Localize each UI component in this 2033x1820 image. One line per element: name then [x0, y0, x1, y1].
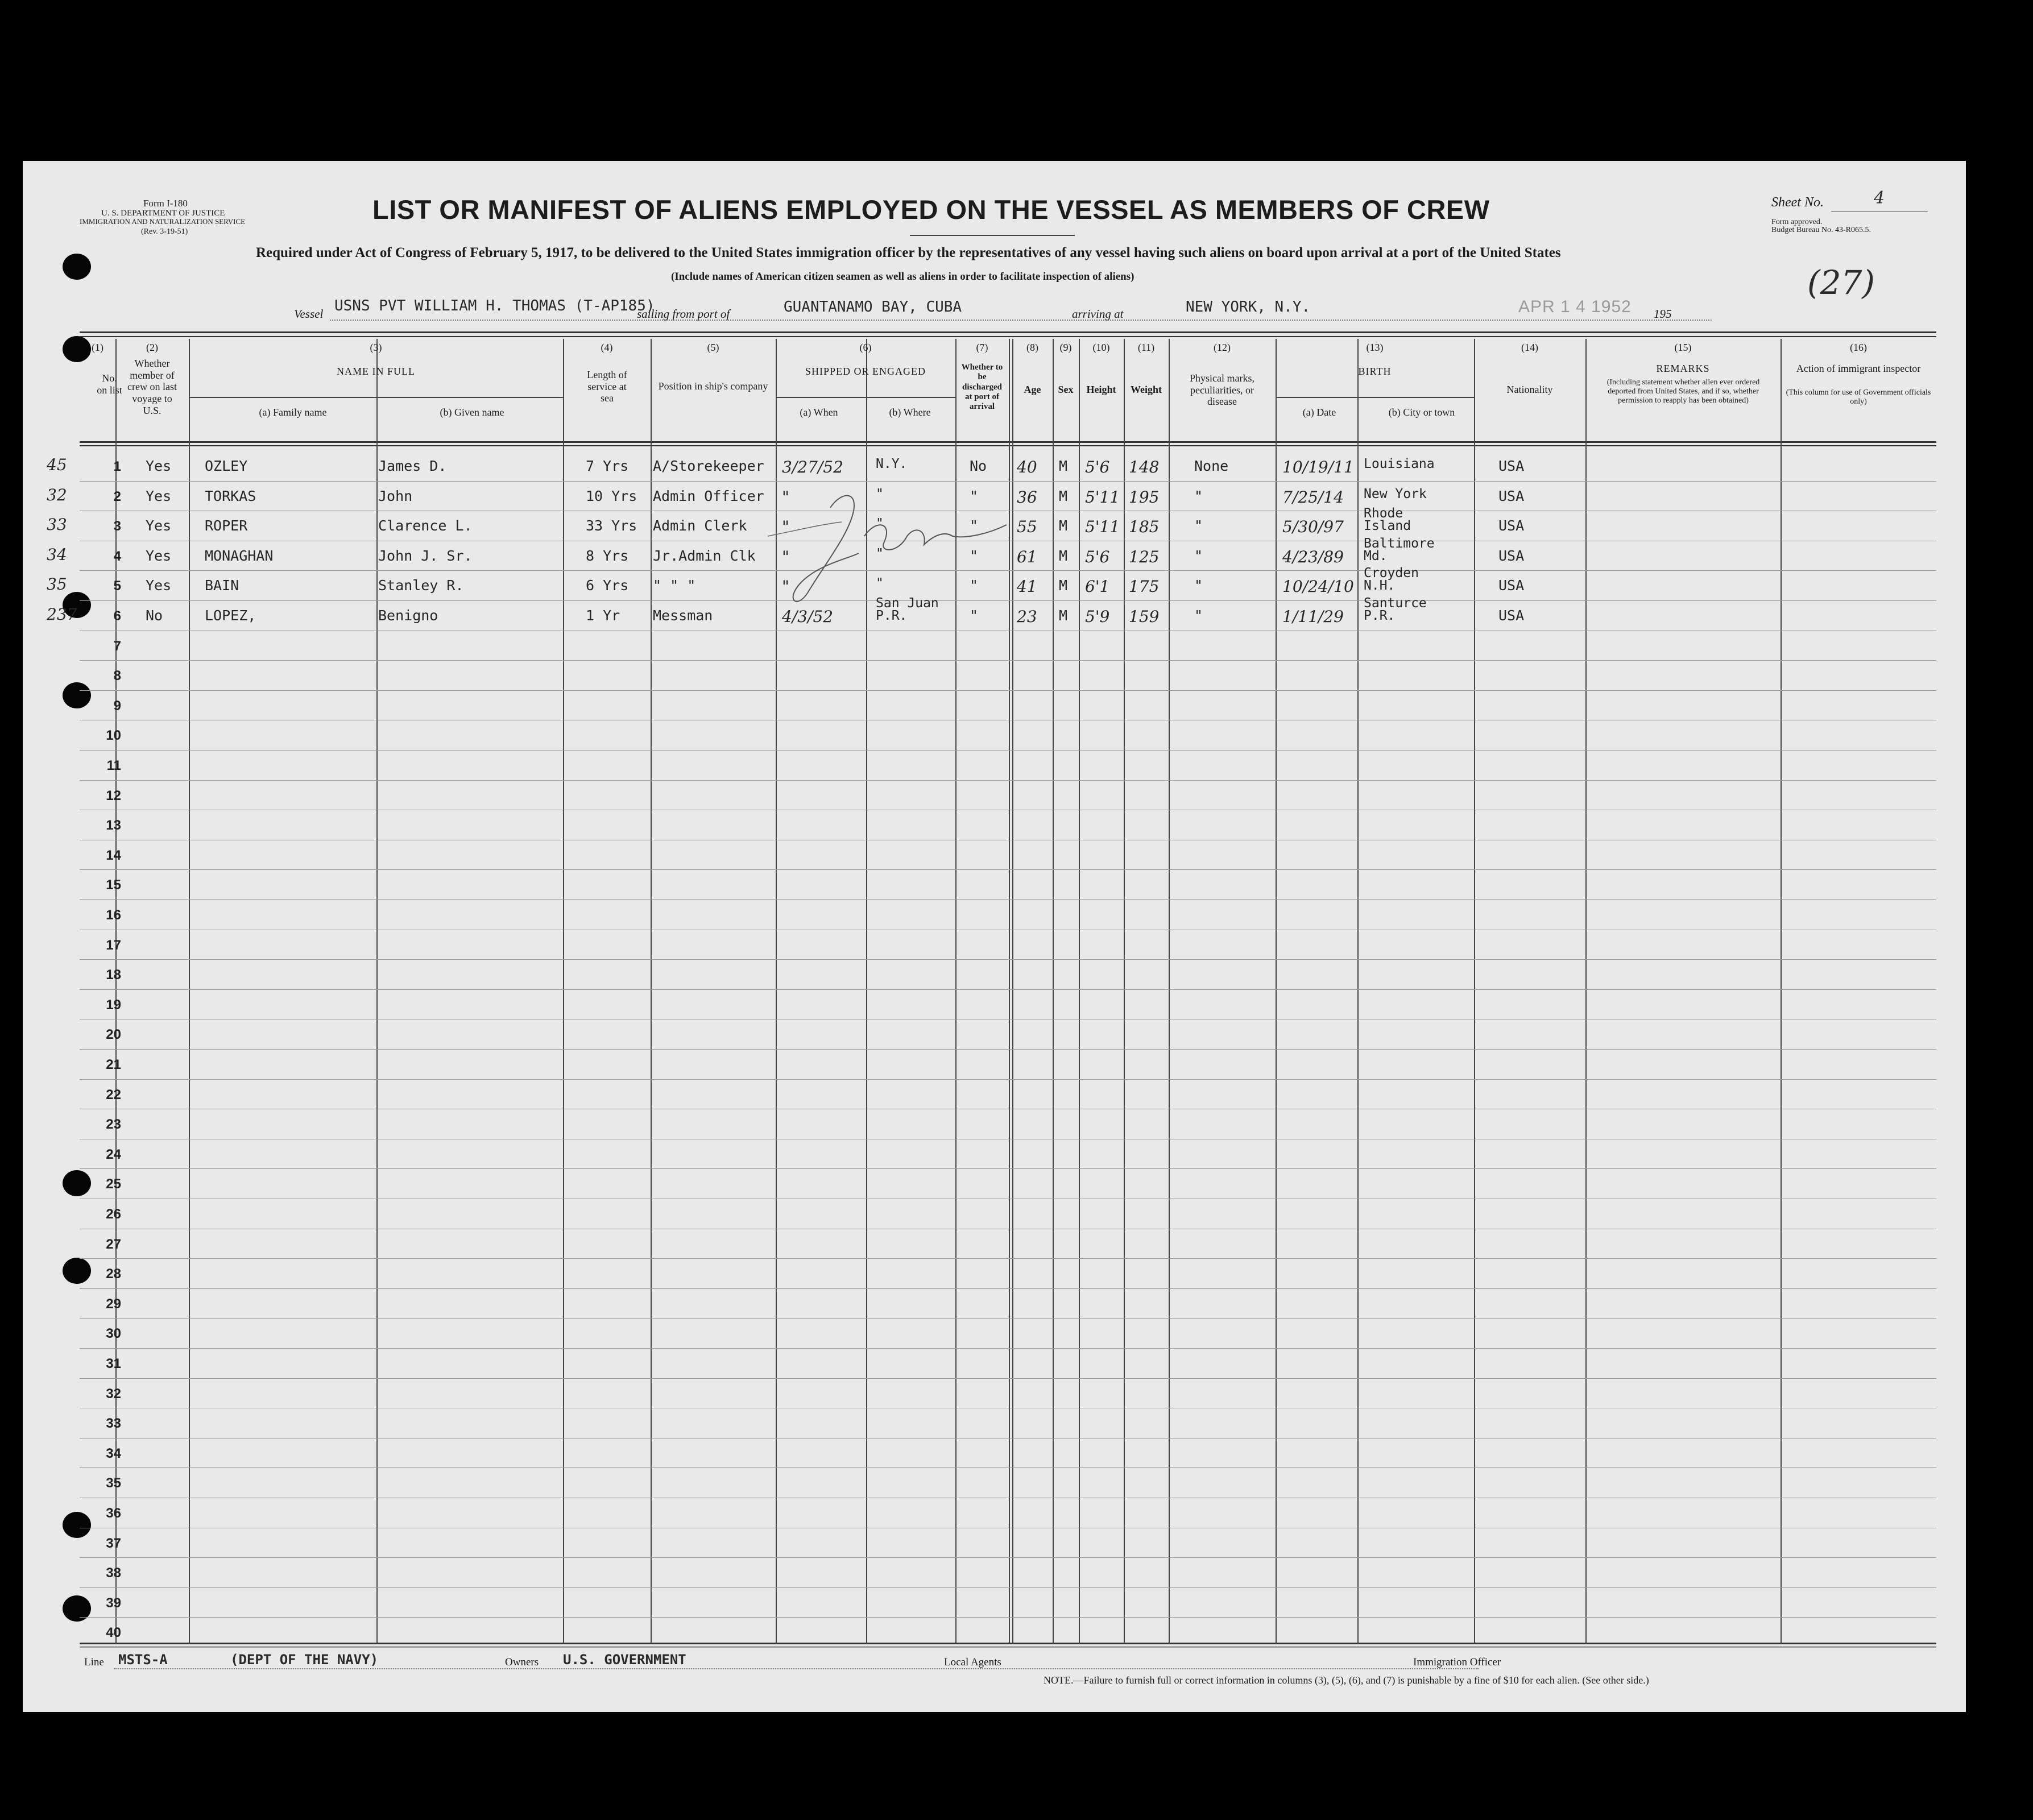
row-rule [80, 1348, 1936, 1349]
subheader-rule-birth [1276, 397, 1474, 398]
cell-sex: M [1059, 487, 1068, 504]
header-col11: Weight [1130, 384, 1162, 395]
cell-family: OZLEY [205, 458, 248, 474]
margin-note: 32 [47, 485, 67, 504]
row-rule [80, 1258, 1936, 1259]
cell-nationality: USA [1498, 458, 1525, 474]
cell-birth-date: 1/11/29 [1282, 607, 1344, 626]
row-rule [80, 660, 1936, 661]
row-number: 35 [106, 1475, 121, 1491]
header-col14-number: (14) [1521, 342, 1538, 353]
row-number: 11 [106, 758, 121, 773]
row-rule [80, 899, 1936, 900]
header-col15-sub: (Including statement whether alien ever ordered deported from United States, and if so, whether permission to reapply has been obtained) [1606, 378, 1760, 405]
cell-marks: " [1194, 547, 1203, 564]
header-col6b: (b) Where [889, 407, 931, 418]
cell-sex: M [1059, 517, 1068, 534]
row-rule [80, 1049, 1936, 1050]
cell-service: 7 Yrs [586, 458, 629, 474]
department: U. S. DEPARTMENT OF JUSTICE [101, 209, 225, 218]
header-col6-number: (6) [859, 342, 872, 353]
footer-officer-label: Immigration Officer [1413, 1656, 1501, 1668]
column-divider [1012, 339, 1013, 1643]
cell-given: Clarence L. [378, 517, 473, 534]
row-number: 17 [106, 937, 121, 953]
table-top-rule [80, 331, 1936, 333]
row-number: 24 [106, 1146, 121, 1162]
cell-weight: 175 [1129, 577, 1160, 596]
row-number: 37 [106, 1535, 121, 1551]
cell-position: Jr.Admin Clk [653, 547, 756, 564]
row-number: 9 [113, 698, 121, 714]
cell-given: John J. Sr. [378, 547, 473, 564]
row-number: 32 [106, 1386, 121, 1402]
row-number: 6 [113, 608, 121, 624]
margin-note: 237 [47, 605, 77, 624]
row-number: 36 [106, 1506, 121, 1521]
cell-age: 36 [1017, 487, 1037, 507]
header-col5-number: (5) [707, 342, 719, 353]
row-rule [80, 1378, 1936, 1379]
manifest-sheet [23, 161, 1966, 1712]
cell-birth-city: Rhode Island [1364, 506, 1411, 534]
cell-nationality: USA [1498, 607, 1525, 624]
cell-where: San Juan P.R. [876, 596, 939, 623]
cell-voyage: Yes [146, 547, 172, 564]
row-number: 22 [106, 1087, 121, 1102]
cell-birth-date: 7/25/14 [1282, 487, 1344, 507]
cell-birth-date: 5/30/97 [1282, 517, 1344, 537]
row-number: 38 [106, 1565, 121, 1581]
footer-dept: (DEPT OF THE NAVY) [230, 1652, 379, 1668]
header-col13-number: (13) [1366, 342, 1384, 353]
footer-agents-label: Local Agents [944, 1656, 1001, 1668]
from-port: GUANTANAMO BAY, CUBA [784, 299, 962, 316]
cell-birth-city: Baltimore Md. [1364, 536, 1435, 563]
cell-sex: M [1059, 547, 1068, 564]
cell-service: 6 Yrs [586, 577, 629, 594]
row-rule [80, 1079, 1936, 1080]
row-rule [80, 959, 1936, 960]
row-number: 3 [113, 519, 121, 534]
cell-marks: " [1194, 577, 1203, 594]
row-rule [80, 1587, 1936, 1588]
footer-owners-label: Owners [505, 1656, 539, 1668]
header-col10-number: (10) [1092, 342, 1110, 353]
cell-birth-city: Santurce P.R. [1364, 596, 1427, 623]
signature-stroke [864, 525, 1007, 550]
header-col9: Sex [1058, 384, 1074, 395]
cell-weight: 159 [1129, 607, 1160, 626]
column-divider [651, 339, 652, 1643]
cell-age: 23 [1017, 607, 1037, 626]
cell-given: Benigno [378, 607, 438, 624]
sheet-number-underline [1831, 211, 1928, 212]
cell-marks: " [1194, 487, 1203, 504]
cell-when: " [782, 487, 789, 507]
header-col11-number: (11) [1137, 342, 1155, 353]
cell-age: 61 [1017, 547, 1037, 566]
row-number: 12 [106, 787, 121, 803]
include-text: (Include names of American citizen seamen as well as aliens in order to facilitate inspection of aliens) [671, 271, 1134, 283]
cell-discharged: " [970, 547, 979, 564]
year-label: 195 [1654, 307, 1672, 321]
cell-service: 8 Yrs [586, 547, 629, 564]
signature-stroke [793, 496, 859, 602]
cell-marks: None [1194, 458, 1229, 474]
cell-discharged: " [970, 577, 979, 594]
row-rule [80, 690, 1936, 691]
header-col6a: (a) When [800, 407, 838, 418]
header-col16: Action of immigrant inspector [1796, 363, 1921, 374]
subheader-rule-shipped [776, 397, 955, 398]
cell-service: 33 Yrs [586, 517, 637, 534]
cell-nationality: USA [1498, 517, 1525, 534]
cell-discharged: " [970, 487, 979, 504]
cell-voyage: Yes [146, 517, 172, 534]
header-col15: REMARKS [1656, 363, 1710, 374]
header-col12-number: (12) [1214, 342, 1231, 353]
cell-service: 1 Yr [586, 607, 620, 624]
header-col9-number: (9) [1059, 342, 1072, 353]
header-col1-number: (1) [92, 342, 103, 353]
cell-voyage: Yes [146, 577, 172, 594]
header-col6: SHIPPED OR ENGAGED [805, 366, 926, 377]
cell-weight: 195 [1129, 487, 1160, 507]
vessel-name: USNS PVT WILLIAM H. THOMAS (T-AP185) [334, 297, 655, 314]
margin-note: 33 [47, 515, 67, 534]
row-rule [80, 1318, 1936, 1319]
cell-given: John [378, 487, 413, 504]
cell-nationality: USA [1498, 547, 1525, 564]
cell-weight: 125 [1129, 547, 1160, 566]
margin-note: 34 [47, 545, 67, 564]
row-number: 33 [106, 1416, 121, 1432]
cell-sex: M [1059, 458, 1068, 474]
subheader-rule-name [189, 397, 563, 398]
header-col13b: (b) City or town [1388, 407, 1455, 418]
cell-weight: 185 [1129, 517, 1160, 537]
column-divider [1276, 339, 1277, 1643]
cell-voyage: No [146, 607, 163, 624]
cell-nationality: USA [1498, 577, 1525, 594]
cell-where: N.Y. [876, 457, 908, 471]
cell-service: 10 Yrs [586, 487, 637, 504]
header-bottom-rule [80, 441, 1936, 443]
header-col13: BIRTH [1358, 366, 1392, 377]
signature [762, 468, 1012, 616]
cell-where: " [876, 576, 884, 591]
form-title: LIST OR MANIFEST OF ALIENS EMPLOYED ON THE VESSEL AS MEMBERS OF CREW [372, 194, 1490, 225]
vessel-label: Vessel [294, 307, 324, 321]
footer-line: MSTS-A [118, 1652, 168, 1668]
column-divider [1124, 339, 1125, 1643]
margin-note: 35 [47, 575, 67, 594]
cell-discharged: " [970, 607, 979, 624]
cell-discharged: " [970, 517, 979, 534]
column-divider [1357, 339, 1359, 1643]
column-divider [1474, 339, 1475, 1643]
footer-note: NOTE.—Failure to furnish full or correct information in columns (3), (5), (6), and (7) is punishable by a fine of $10 for each alien. (See other side.) [1044, 1674, 1649, 1686]
form-approved: Form approved. [1771, 218, 1823, 226]
row-rule [80, 750, 1936, 751]
cell-birth-date: 10/19/11 [1282, 458, 1354, 476]
row-number: 14 [106, 847, 121, 863]
cell-age: 55 [1017, 517, 1037, 537]
row-number: 30 [106, 1326, 121, 1342]
header-col10: Height [1086, 384, 1116, 395]
row-number: 4 [113, 548, 121, 564]
header-col14: Nationality [1506, 384, 1553, 395]
form-number: Form I-180 [143, 198, 188, 209]
header-col7-number: (7) [976, 342, 988, 353]
column-divider [376, 339, 378, 1643]
cell-when: " [782, 517, 789, 537]
cell-given: James D. [378, 458, 447, 474]
row-number: 13 [106, 818, 121, 834]
cell-height: 5'9 [1085, 607, 1110, 626]
header-col3-number: (3) [370, 342, 382, 353]
table-top-rule-2 [80, 336, 1936, 337]
cell-height: 5'11 [1085, 517, 1120, 537]
header-col7: Whether to be discharged at port of arrival [961, 363, 1003, 411]
row-number: 25 [106, 1176, 121, 1192]
row-rule [80, 1617, 1936, 1618]
cell-where: " [876, 546, 884, 561]
cell-family: LOPEZ, [205, 607, 256, 624]
header-col3b: (b) Given name [440, 407, 504, 418]
title-rule [910, 235, 1075, 236]
column-divider [1585, 339, 1587, 1643]
cell-birth-city: Louisiana [1364, 457, 1435, 471]
cell-when: 4/3/52 [782, 607, 834, 626]
cell-age: 40 [1017, 458, 1037, 476]
row-number: 19 [106, 997, 121, 1013]
cell-marks: " [1194, 607, 1203, 624]
row-number: 1 [113, 459, 121, 474]
row-rule [80, 1467, 1936, 1468]
header-col12: Physical marks, peculiarities, or disease [1190, 372, 1254, 408]
punch-hole [63, 254, 91, 280]
row-number: 2 [113, 488, 121, 504]
arriving-label: arriving at [1072, 307, 1124, 321]
header-col4-number: (4) [601, 342, 613, 353]
cell-given: Stanley R. [378, 577, 464, 594]
cell-voyage: Yes [146, 487, 172, 504]
footer-line-label: Line [84, 1656, 104, 1668]
sheet-number: 4 [1874, 188, 1885, 208]
cell-height: 5'6 [1085, 458, 1110, 476]
row-number: 28 [106, 1266, 121, 1282]
required-text: Required under Act of Congress of February 5, 1917, to be delivered to the United States immigration officer by the representatives of any vessel having such aliens on board upon arrival at a port of the United States [256, 245, 1561, 260]
row-number: 20 [106, 1027, 121, 1043]
header-col15-number: (15) [1674, 342, 1692, 353]
header-col2-number: (2) [146, 342, 158, 353]
row-number: 23 [106, 1117, 121, 1133]
row-number: 34 [106, 1445, 121, 1461]
cell-where: " [876, 516, 884, 532]
column-divider [1781, 339, 1782, 1643]
cell-voyage: Yes [146, 458, 172, 474]
cell-when: " [782, 547, 789, 566]
header-col8-number: (8) [1026, 342, 1038, 353]
sheet-label: Sheet No. [1771, 195, 1824, 210]
row-rule [80, 1557, 1936, 1558]
row-rule [80, 1168, 1936, 1169]
table-bottom-rule [80, 1643, 1936, 1644]
header-col4: Length of service at sea [587, 369, 627, 404]
revision: (Rev. 3-19-51) [141, 227, 188, 236]
cell-sex: M [1059, 577, 1068, 594]
row-rule [80, 1288, 1936, 1289]
cell-height: 5'11 [1085, 487, 1120, 507]
cell-position: A/Storekeeper [653, 458, 764, 474]
to-port: NEW YORK, N.Y. [1186, 299, 1311, 316]
sailing-label: sailing from port of [637, 307, 730, 321]
header-col2: Whether member of crew on last voyage to U.S. [127, 358, 177, 416]
column-divider [1053, 339, 1054, 1643]
row-rule [80, 869, 1936, 870]
signature-stroke [768, 522, 842, 536]
header-col8: Age [1024, 384, 1041, 395]
row-number: 18 [106, 967, 121, 983]
date-stamp: APR 1 4 1952 [1518, 297, 1632, 316]
row-rule [80, 1647, 1936, 1648]
row-number: 31 [106, 1356, 121, 1371]
row-number: 5 [113, 578, 121, 594]
header-col3: NAME IN FULL [337, 366, 415, 377]
row-number: 21 [106, 1057, 121, 1072]
row-number: 27 [106, 1236, 121, 1252]
budget-bureau: Budget Bureau No. 43-R065.5. [1771, 226, 1871, 234]
row-number: 8 [113, 668, 121, 684]
header-col5: Position in ship's company [658, 380, 768, 392]
row-number: 39 [106, 1595, 121, 1611]
cell-nationality: USA [1498, 487, 1525, 504]
row-number: 16 [106, 907, 121, 923]
vessel-underline [330, 319, 1712, 321]
row-rule [80, 989, 1936, 990]
cell-family: ROPER [205, 517, 248, 534]
cell-weight: 148 [1129, 458, 1160, 476]
cell-birth-city: Croyden N.H. [1364, 566, 1419, 594]
cell-marks: " [1194, 517, 1203, 534]
row-number: 10 [106, 728, 121, 744]
margin-note: 45 [47, 455, 67, 474]
service: IMMIGRATION AND NATURALIZATION SERVICE [80, 217, 246, 226]
cell-when: " [782, 577, 789, 596]
cell-position: Messman [653, 607, 713, 624]
header-col3a: (a) Family name [259, 407, 327, 418]
cell-where: " [876, 486, 884, 501]
cell-age: 41 [1017, 577, 1037, 596]
cell-birth-date: 4/23/89 [1282, 547, 1344, 566]
cell-family: TORKAS [205, 487, 256, 504]
row-number: 7 [113, 638, 121, 654]
footer-rule [114, 1668, 1479, 1669]
cell-position: " " " [653, 577, 696, 594]
column-divider [1169, 339, 1170, 1643]
cell-height: 6'1 [1085, 577, 1110, 596]
cell-family: MONAGHAN [205, 547, 274, 564]
page-note: (27) [1807, 263, 1875, 302]
column-divider [189, 339, 190, 1643]
cell-birth-date: 10/24/10 [1282, 577, 1354, 596]
cell-sex: M [1059, 607, 1068, 624]
cell-position: Admin Clerk [653, 517, 747, 534]
cell-when: 3/27/52 [782, 458, 843, 476]
header-col16-number: (16) [1850, 342, 1867, 353]
header-bottom-rule-2 [80, 445, 1936, 446]
header-col16-sub: (This column for use of Government officials only) [1786, 388, 1931, 407]
footer-owners: U.S. GOVERNMENT [563, 1652, 686, 1668]
header-col13a: (a) Date [1302, 407, 1336, 418]
cell-birth-city: New York [1364, 486, 1427, 501]
cell-discharged: No [970, 458, 987, 474]
cell-family: BAIN [205, 577, 239, 594]
column-divider [563, 339, 564, 1643]
row-rule [80, 780, 1936, 781]
row-number: 26 [106, 1207, 121, 1222]
row-number: 15 [106, 877, 121, 893]
row-number: 40 [106, 1625, 121, 1641]
cell-height: 5'6 [1085, 547, 1110, 566]
header-col1: No. on list [97, 372, 122, 396]
column-divider [1079, 339, 1080, 1643]
row-number: 29 [106, 1296, 121, 1312]
cell-position: Admin Officer [653, 487, 764, 504]
